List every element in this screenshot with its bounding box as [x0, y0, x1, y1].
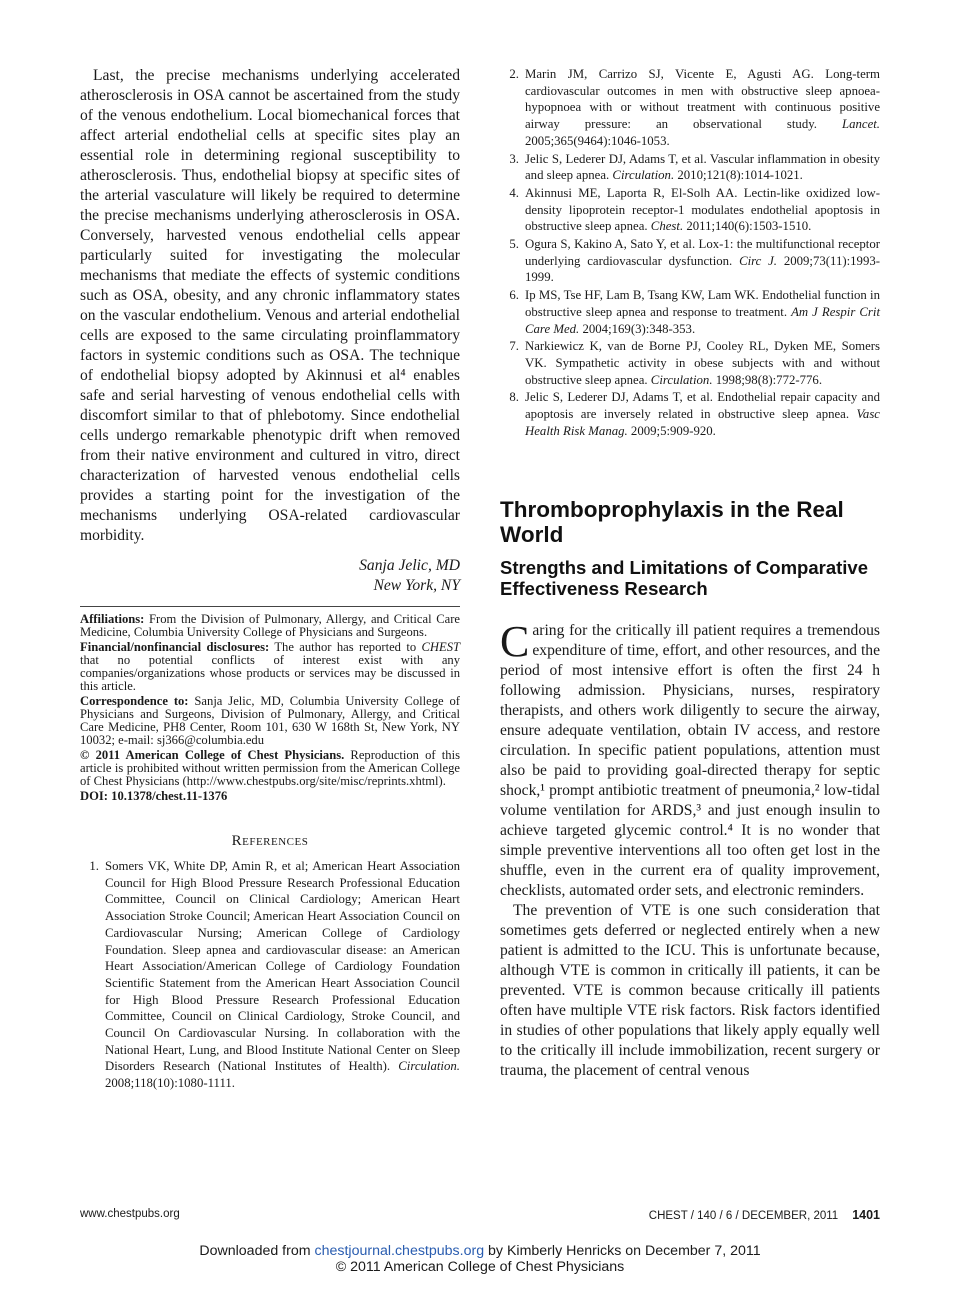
page-number: 1401 [852, 1208, 880, 1222]
download-copyright: © 2011 American College of Chest Physicians [335, 1259, 625, 1275]
footer-website: www.chestpubs.org [80, 1208, 180, 1220]
reference-item: 4. Akinnusi ME, Laporta R, El-Solh AA. Lectin-like oxidized low-density lipoprotein receptor-1 modulates endothelial apoptosis in obstructive sleep apnea. Chest. 2011;140(6):1503-1510. [509, 185, 880, 234]
footer-issue: CHEST / 140 / 6 / DECEMBER, 2011 1401 [648, 1208, 880, 1222]
divider [80, 606, 460, 607]
left-column [80, 66, 460, 1093]
references-heading: References [231, 833, 309, 849]
signature-name: Sanja Jelic, MD [359, 557, 460, 574]
download-link[interactable]: chestjournal.chestpubs.org [314, 1243, 485, 1259]
references-list [500, 66, 880, 439]
correspondence: Correspondence to: Sanja Jelic, MD, Columbia University College of Physicians and Surgeons, Division of Pulmonary, Allergy, and Critical Care Medicine, PH8 Center, Room 101, 630 W 168th St, New York, NY 10032; e-mail: sj366@columbia.edu [80, 694, 460, 747]
article-title: Thromboprophylaxis in the Real World [500, 497, 844, 548]
reference-item: 1. Somers VK, White DP, Amin R, et al; American Heart Association Council for High Blood Pressure Research Professional Education Committee, Council on Clinical Cardiology; American Heart Association Stroke Council; American Heart Association Council on Cardiovascular Nursing; American College of Cardiology Foundation. Sleep apnea and cardiovascular disease: an American Heart Association/American College of Cardiology Foundation Scientific Statement from the American Heart Association Council for High Blood Pressure Research Professional Education Committee, Council on Clinical Cardiology, Stroke Council, and Council On Cardiovascular Nursing. In collaboration with the National Heart, Lung, and Blood Institute National Center on Sleep Disorders Research (National Institutes of Health). Circulation. 2008;118(10):1080-1111. [89, 859, 460, 1091]
drop-cap: C [500, 617, 530, 667]
body-paragraph: Caring for the critically ill patient requires a tremendous expenditure of time, effort, and other resources, and the period of most intensive effort is often the first 24 h following admission. Physicians, nurses, respiratory therapists, and others work diligently to secure the airway, ensure adequate ventilation, obtain IV access, and restore circulation. In specific patient populations, attention must also be paid to providing goal-directed therapy for septic shock,¹ prompt antibiotic treatment of pneumonia,² low-tidal volume ventilation for ARDS,³ and just enough insulin to achieve targeted glycemic control.⁴ It is no wonder that simple preventive interventions all too often get lost in the shuffle, even in the current era of quality improvement, checklists, automated order sets, and electronic reminders. [500, 617, 880, 900]
reference-item: 2. Marin JM, Carrizo SJ, Vicente E, Agusti AG. Long-term cardiovascular outcomes in men with obstructive sleep apnoea-hypopnoea with or without treatment with continuous positive airway pressure: an observational study. Lancet. 2005;365(9464):1046-1053. [509, 67, 880, 148]
download-notice: Downloaded from chestjournal.chestpubs.org by Kimberly Henricks on December 7, 2011 [199, 1243, 761, 1259]
body-paragraph: The prevention of VTE is one such consideration that sometimes gets deferred or neglected entirely when a new patient is admitted to the ICU. This is unfortunate because, although VTE is common in critically ill patients, it can be prevented. VTE is common because critically ill patients often have multiple VTE risk factors. Risk factors identified in studies of other populations that likely apply equally well to the critically ill include immobilization, recent surgery or trauma, the placement of central venous [500, 902, 880, 1080]
body-paragraph: Last, the precise mechanisms underlying accelerated atherosclerosis in OSA cannot be ascertained from the study of the venous endothelium. Local biomechanical forces that affect arterial endothelial cells at specific sites play an essential role in determining regional susceptibility to atherosclerosis. Thus, endothelial biopsy at specific sites of the arterial vasculature will likely be required to determine the precise mechanisms underlying atherosclerosis in OSA. Conversely, harvested venous endothelial cells appear particularly suited for investigating the molecular mechanisms that mediate the effects of systemic conditions such as OSA, obesity, and any chronic inflammatory states on the vascular endothelium. Venous and arterial endothelial cells are exposed to the same circulating proinflammatory factors in systemic conditions such as OSA. The technique of endothelial biopsy adopted by Akinnusi et al⁴ enables safe and serial harvesting of venous endothelial cells with discomfort similar to that of phlebotomy. Since endothelial cells undergo remarkable phenotypic drift when removed from their native environment and cultured in vitro, direct characterization of harvested venous endothelial cells provides a starting point for the investigation of the mechanisms underlying OSA-related cardiovascular morbidity. [80, 67, 460, 544]
reference-item: 7. Narkiewicz K, van de Borne PJ, Cooley RL, Dyken ME, Somers VK. Sympathetic activity in obese subjects with and without obstructive sleep apnea. Circulation. 1998;98(8):772-776. [509, 339, 880, 387]
doi: DOI: 10.1378/chest.11-1376 [80, 789, 228, 803]
reference-item: 3. Jelic S, Lederer DJ, Adams T, et al. Vascular inflammation in obesity and sleep apnea. Circulation. 2010;121(8):1014-1021. [509, 151, 880, 183]
signature [80, 556, 460, 596]
affiliations: Affiliations: From the Division of Pulmonary, Allergy, and Critical Care Medicine, Columbia University College of Physicians and Surgeons. [80, 612, 460, 639]
right-column [500, 66, 880, 1081]
reference-item: 5. Ogura S, Kakino A, Sato Y, et al. Lox-1: the multifunctional receptor underlying cardiovascular dysfunction. Circ J. 2009;73(11):1993-1999. [509, 237, 881, 285]
disclosures: Financial/nonfinancial disclosures: The author has reported to CHEST that no potential conflicts of interest exist with any companies/organizations whose products or services may be discussed in this article. [80, 640, 460, 693]
reference-item: 6. Ip MS, Tse HF, Lam B, Tsang KW, Lam WK. Endothelial function in obstructive sleep apnea and response to treatment. Am J Respir Crit Care Med. 2004;169(3):348-353. [509, 288, 881, 336]
signature-place: New York, NY [373, 577, 460, 594]
reference-item: 8. Jelic S, Lederer DJ, Adams T, et al. Endothelial repair capacity and apoptosis are inversely related in obstructive sleep apnea. Vasc Health Risk Manag. 2009;5:909-920. [509, 390, 880, 438]
copyright-notice: © 2011 American College of Chest Physicians. Reproduction of this article is prohibited without written permission from the American College of Chest Physicians (http://www.chestpubs.org/site/misc/reprints.xhtml). [80, 748, 460, 788]
article-subtitle: Strengths and Limitations of Comparative Effectiveness Research [500, 557, 868, 600]
